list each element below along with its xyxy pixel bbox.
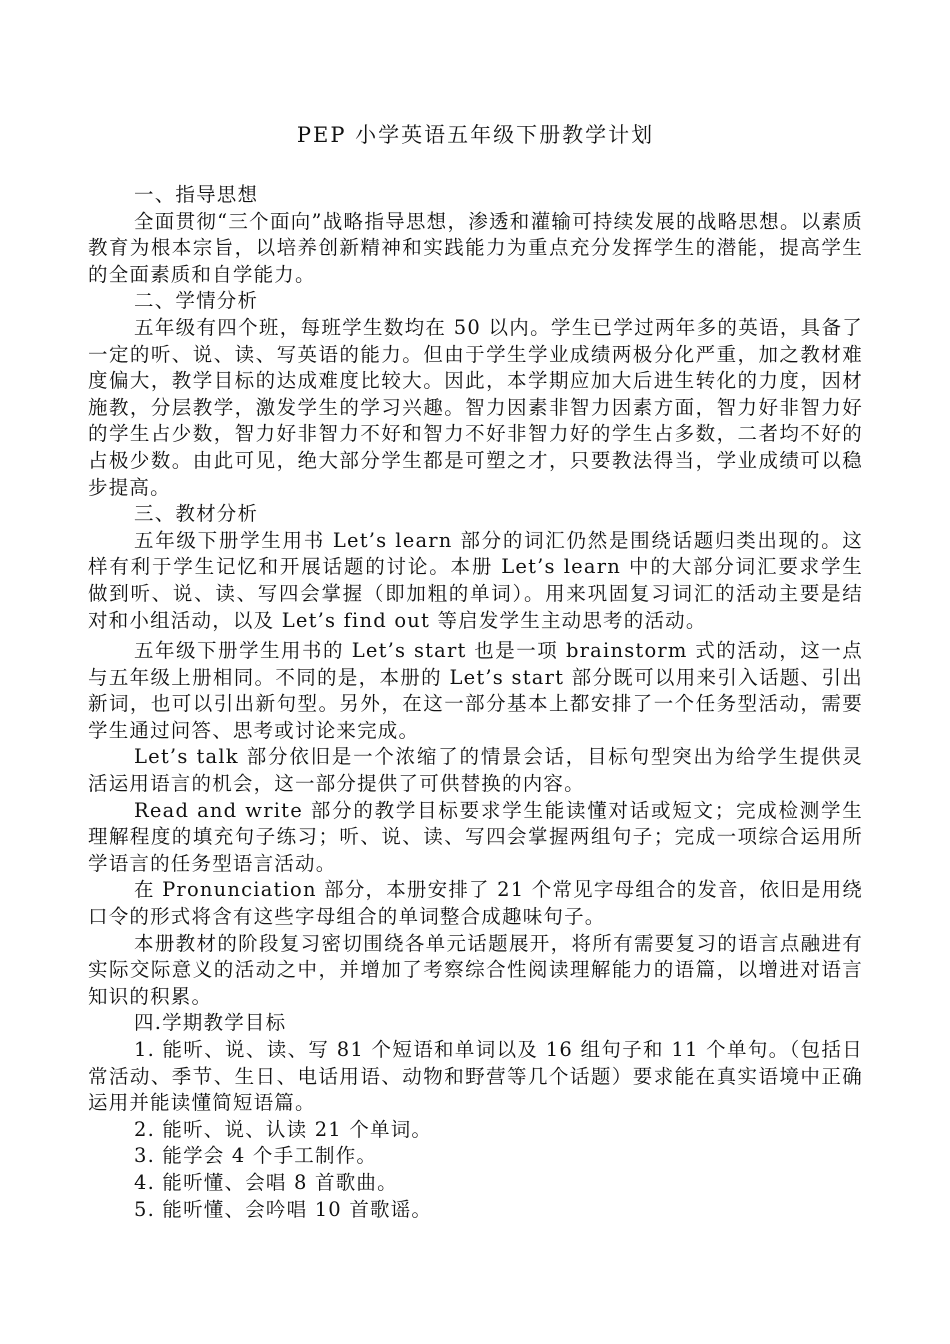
goal-item: 3. 能学会 4 个手工制作。 <box>134 1144 378 1168</box>
goal-item: 2. 能听、说、认读 21 个单词。 <box>134 1117 433 1141</box>
section-heading-student-analysis: 二、学情分析 <box>134 289 259 313</box>
paragraph: 在 Pronunciation 部分，本册安排了 21 个常见字母组合的发音，依旧是用绕口令的形式将含有这些字母组合的单词整合成趣味句子。 <box>88 878 863 929</box>
section-heading-textbook-analysis: 三、教材分析 <box>134 502 259 526</box>
section-heading-semester-goals: 四.学期教学目标 <box>134 1011 287 1035</box>
section-heading-guiding-ideology: 一、指导思想 <box>134 183 259 206</box>
goal-item: 4. 能听懂、会唱 8 首歌曲。 <box>134 1170 398 1194</box>
document-title: PEP 小学英语五年级下册教学计划 <box>296 123 655 147</box>
paragraph: 全面贯彻“三个面向”战略指导思想，渗透和灌输可持续发展的战略思想。以素质教育为根本宗旨，以培养创新精神和实践能力为重点充分发挥学生的潜能，提高学生的全面素质和自学能力。 <box>88 209 863 286</box>
document-page <box>88 118 863 1223</box>
paragraph: Let’s talk 部分依旧是一个浓缩了的情景会话，目标句型突出为给学生提供灵活运用语言的机会，这一部分提供了可供替换的内容。 <box>88 745 863 796</box>
paragraph: 本册教材的阶段复习密切围绕各单元话题展开，将所有需要复习的语言点融进有实际交际意义的活动之中，并增加了考察综合性阅读理解能力的语篇，以增进对语言知识的积累。 <box>88 931 863 1008</box>
paragraph: 五年级有四个班，每班学生数均在 50 以内。学生已学过两年多的英语，具备了一定的听、说、读、写英语的能力。但由于学生学业成绩两极分化严重，加之教材难度偏大，教学目标的达成难度比较大。因此，本学期应加大后进生转化的力度，因材施教，分层教学，激发学生的学习兴趣。智力因素非智力因素方面，智力好非智力好的学生占少数，智力好非智力不好和智力不好非智力好的学生占多数，二者均不好的占极少数。由此可见，绝大部分学生都是可塑之才，只要教法得当，学业成绩可以稳步提高。 <box>88 315 863 499</box>
goal-item: 1. 能听、说、读、写 81 个短语和单词以及 16 组句子和 11 个单句。（包括日常活动、季节、生日、电话用语、动物和野营等几个话题）要求能在真实语境中正确运用并能读懂简短语篇。 <box>88 1038 863 1115</box>
paragraph: 五年级下册学生用书的 Let’s start 也是一项 brainstorm 式的活动，这一点与五年级上册相同。不同的是，本册的 Let’s start 部分既可以用来引入话题、引出新词，也可以引出新句型。另外，在这一部分基本上都安排了一个任务型活动，需要学生通过问答、思考或讨论来完成。 <box>88 639 863 742</box>
paragraph: Read and write 部分的教学目标要求学生能读懂对话或短文；完成检测学生理解程度的填充句子练习；听、说、读、写四会掌握两组句子；完成一项综合运用所学语言的任务型语言活动。 <box>88 798 863 875</box>
paragraph: 五年级下册学生用书 Let’s learn 部分的词汇仍然是围绕话题归类出现的。这样有利于学生记忆和开展话题的讨论。本册 Let’s learn 中的大部分词汇要求学生做到听、说、读、写四会掌握（即加粗的单词）。用来巩固复习词汇的活动主要是结对和小组活动，以及 Let’s find out 等启发学生主动思考的活动。 <box>88 528 863 632</box>
goal-item: 5. 能听懂、会吟唱 10 首歌谣。 <box>134 1197 433 1221</box>
